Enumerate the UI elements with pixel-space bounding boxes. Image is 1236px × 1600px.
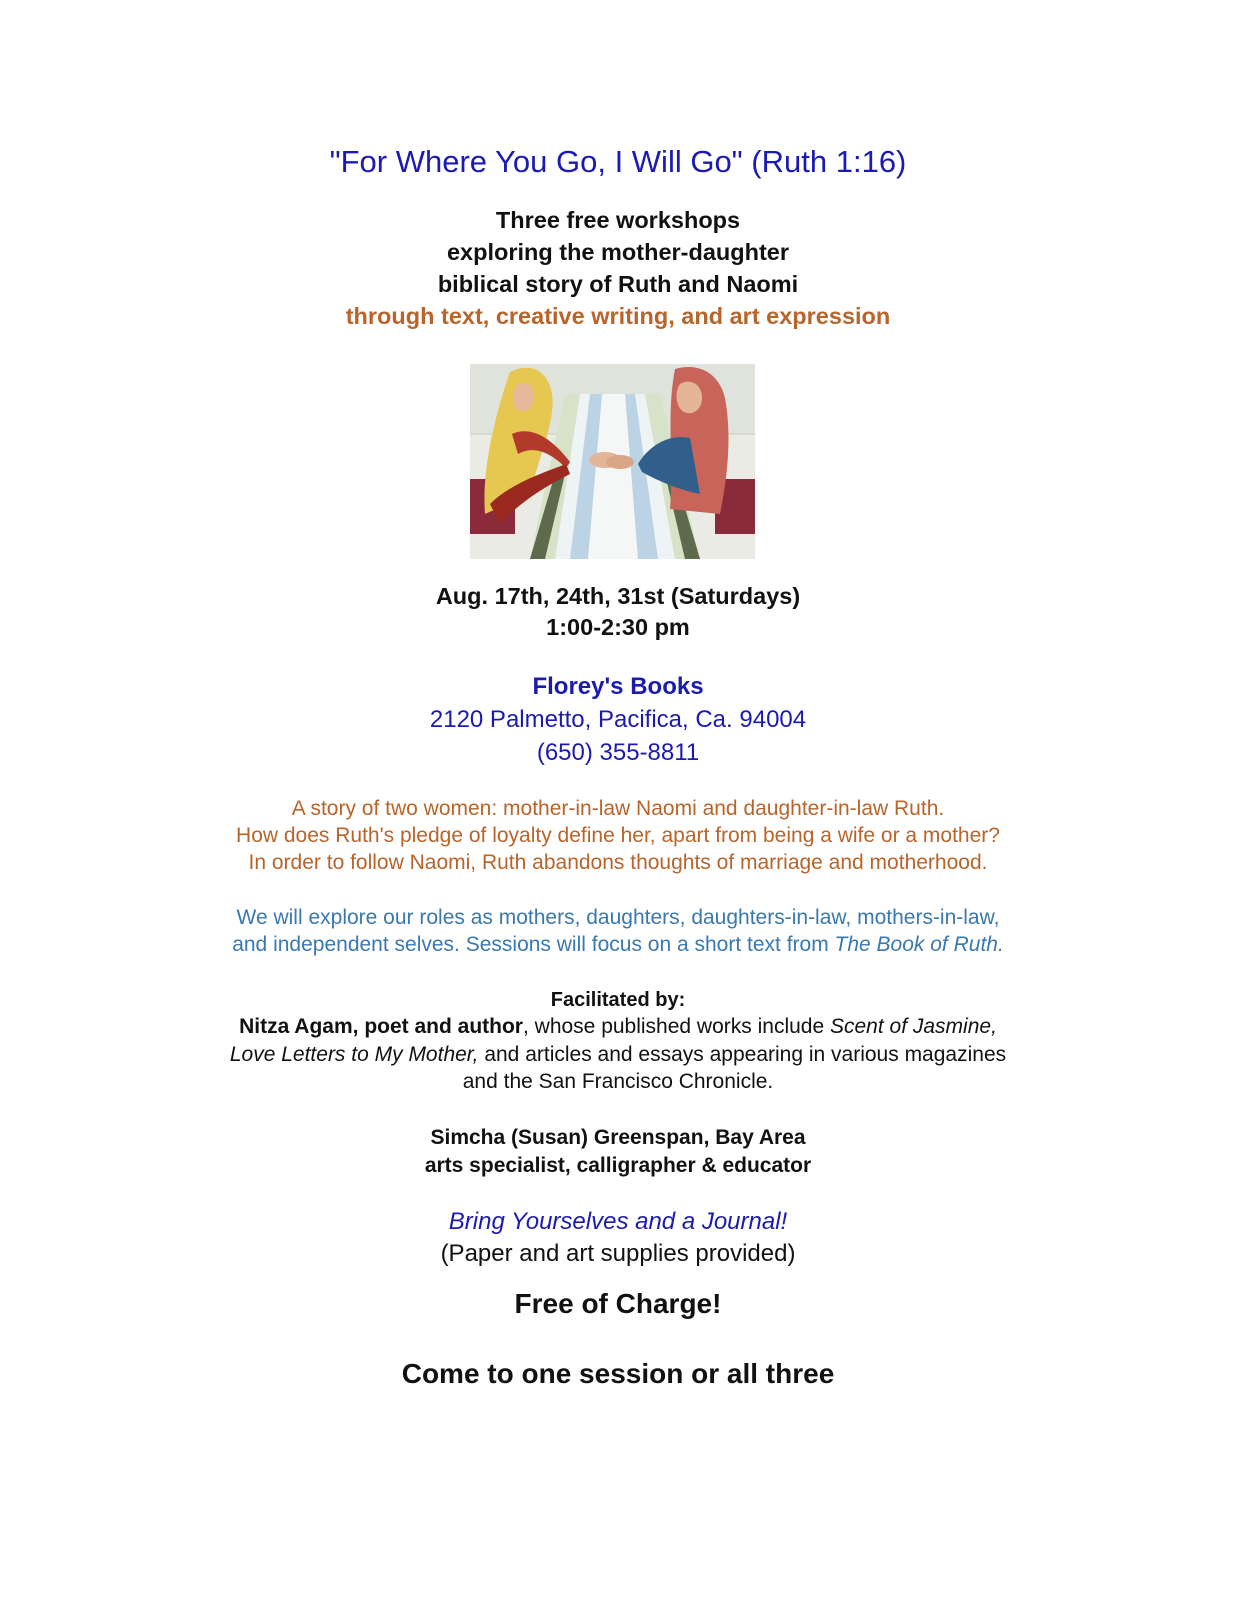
bring-journal: Bring Yourselves and a Journal! [448, 1208, 788, 1235]
intro-line-1: Three free workshops [495, 207, 741, 233]
closing-line: Come to one session or all three [401, 1358, 835, 1389]
free-of-charge: Free of Charge! [514, 1288, 722, 1319]
flyer-title: "For Where You Go, I Will Go" (Ruth 1:16) [329, 144, 907, 179]
book-of-ruth-title: The Book of Ruth. [834, 933, 1004, 956]
supplies-provided: (Paper and art supplies provided) [440, 1240, 796, 1267]
nitza-book-2: Love Letters to My Mother, [229, 1043, 479, 1066]
intro-line-3: biblical story of Ruth and Naomi [437, 271, 799, 297]
simcha-line-1: Simcha (Susan) Greenspan, Bay Area [430, 1126, 806, 1149]
nitza-book-1: Scent of Jasmine, [830, 1015, 997, 1038]
facilitated-by-heading: Facilitated by: [550, 989, 686, 1011]
story-line-2: How does Ruth's pledge of loyalty define her, apart from being a wife or a mother? [236, 824, 1000, 847]
nitza-line-2 [0, 1043, 1236, 1067]
intro-line-2: exploring the mother-daughter [446, 239, 790, 265]
nitza-line-1 [0, 1015, 1236, 1039]
story-line-1: A story of two women: mother-in-law Naomi and daughter-in-law Ruth. [291, 797, 945, 820]
venue-name: Florey's Books [532, 673, 704, 700]
nitza-name: Nitza Agam, poet and author [239, 1015, 523, 1038]
explore-line-2-text: and independent selves. Sessions will focus on a short text from [232, 933, 835, 956]
workshop-dates: Aug. 17th, 24th, 31st (Saturdays) [435, 583, 801, 609]
simcha-line-2: arts specialist, calligrapher & educator [424, 1154, 812, 1177]
venue-phone: (650) 355-8811 [536, 739, 700, 766]
venue-address: 2120 Palmetto, Pacifica, Ca. 94004 [429, 706, 807, 733]
nitza-line-3: and the San Francisco Chronicle. [462, 1070, 774, 1093]
explore-line-1: We will explore our roles as mothers, daughters, daughters-in-law, mothers-in-law, [236, 906, 1000, 929]
story-line-3: In order to follow Naomi, Ruth abandons thoughts of marriage and motherhood. [248, 851, 988, 874]
nitza-desc-1: , whose published works include [522, 1015, 830, 1038]
explore-line-2 [0, 933, 1236, 957]
nitza-desc-2: and articles and essays appearing in various magazines [478, 1043, 1007, 1066]
ruth-and-naomi-illustration [470, 364, 755, 559]
intro-line-4: through text, creative writing, and art expression [345, 303, 891, 329]
workshop-time: 1:00-2:30 pm [546, 614, 690, 640]
ruth-and-naomi-holding-hands-illustration [470, 364, 755, 559]
